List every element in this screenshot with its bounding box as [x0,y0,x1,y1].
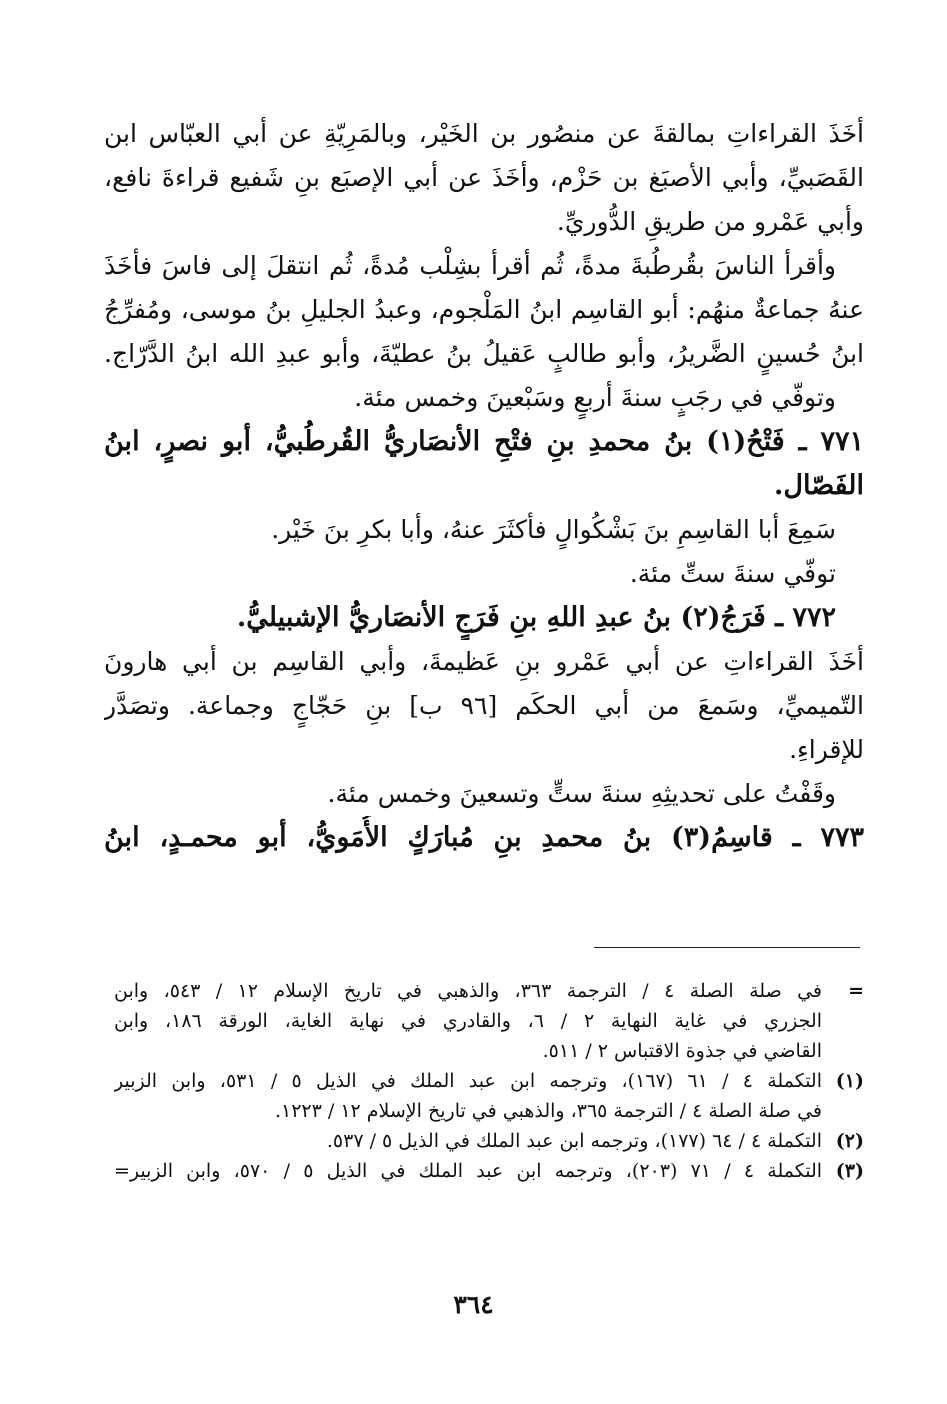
text-line: وقَفْتُ على تحديثِهِ سنةَ ستٍّ وتسعينَ وخمس مئة. [327,779,836,808]
footnote-marker: (٢) [835,1130,864,1152]
footnote-text: الجزري في غاية النهاية ٢ / ٦، والقادري في نهاية الغاية، الورقة ١٨٦، وابن [114,1010,822,1032]
footnote-line [114,1096,864,1126]
text-line: وتوفّي في رجَبٍ سنةَ أربعٍ وسَبْعينَ وخمس مئة. [354,383,836,412]
footnote-line [114,976,864,1006]
text-line: سَمِعَ أبا القاسِمِ بنَ بَشْكُوالٍ فأكثَرَ عنهُ، وأبا بكرِ بنَ خَيْر. [271,515,836,544]
footnote-line [114,1006,864,1036]
footnote-line [114,1126,864,1156]
text-line: وأبي عَمْرو من طريقِ الدُّوريِّ. [556,207,864,236]
footnote-marker [822,1036,864,1066]
footnote-line [114,1066,864,1096]
text-line: أخَذَ القراءاتِ بمالقةَ عن منصُور بن الخَيْر، وبالمَرِيّةِ عن أبي العبّاس ابن [104,119,864,148]
footnote-line [114,1036,864,1066]
footnote-marker: = [848,980,864,1002]
main-text-block [104,112,864,860]
entry-heading-772: ٧٧٢ ـ فَرَجُ(٢) بنُ عبدِ اللهِ بنِ فَرَجٍ الأنصَاريُّ الإشبيليُّ. [236,602,836,633]
footnote-marker [822,1096,864,1126]
text-line: عنهُ جماعةٌ منهُم: أبو القاسِم ابنُ المَلْجوم، وعبدُ الجليلِ بنُ موسى، ومُفرِّجُ [104,295,864,324]
footnote-text: التكملة ٤ / ٦١ (١٦٧)، وترجمه ابن عبد الملك في الذيل ٥ / ٥٣١، وابن الزبير [114,1070,822,1092]
text-line: وأقرأ الناسَ بقُرطُبةَ مدةً، ثُم أقرأ بشِلْب مُدةً، ثُم انتقلَ إلى فاسَ فأخَذَ [104,251,836,280]
entry-heading-773: ٧٧٣ ـ قاسِمُ(٣) بنُ محمدِ بنِ مُبارَكٍ الأُمَويُّ، أبو محمـدٍ، ابنُ [104,822,864,853]
footnote-marker [822,1006,864,1036]
text-line: توفّي سنةَ ستِّ مئة. [629,559,836,588]
footnote-text: التكملة ٤ / ٦٤ (١٧٧)، وترجمه ابن عبد الملك في الذيل ٥ / ٥٣٧. [326,1130,822,1152]
text-line: للإقراءِ. [789,735,864,764]
footnote-divider [594,947,860,948]
entry-heading-771: ٧٧١ ـ فَتْحُ(١) بنُ محمدِ بنِ فتْحِ الأنصَاريُّ القُرطُبيُّ، أبو نصرٍ، ابنُ [104,426,864,457]
text-line: القَصَبيِّ، وأبي الأصبَغ بن حَزْم، وأخَذَ عن أبي الإصبَع بنِ شَفيع قراءةَ نافع، [104,163,864,192]
footnote-text: القاضي في جذوة الاقتباس ٢ / ٥١١. [542,1040,822,1062]
footnote-text: في صلة الصلة ٤ / الترجمة ٣٦٣، والذهبي في تاريخ الإسلام ١٢ / ٥٤٣، وابن [114,980,822,1002]
footnote-text: التكملة ٤ / ٧١ (٢٠٣)، وترجمه ابن عبد الملك في الذيل ٥ / ٥٧٠، وابن الزبير= [114,1160,822,1182]
footnote-marker: (٣) [835,1160,864,1182]
footnote-marker: (١) [835,1070,864,1092]
footnote-text: في صلة الصلة ٤ / الترجمة ٣٦٥، والذهبي في تاريخ الإسلام ١٢ / ١٢٢٣. [274,1100,822,1122]
text-line: ابنُ حُسينٍ الضَّريرُ، وأبو طالبٍ عَقيلُ بنُ عطيّةَ، وأبو عبدِ الله ابنُ الدَّرّاج. [104,339,864,368]
entry-heading-771-continued: الفَصّال. [773,470,864,501]
text-line: أخَذَ القراءاتِ عن أبي عَمْرو بنِ عَظيمةَ، وأبي القاسِم بن أبي هارونَ [104,647,864,676]
text-line: التّميميِّ، وسَمعَ من أبي الحكَم [٩٦ ب] بنِ حَجّاجٍ وجماعة. وتصَدَّر [104,691,864,720]
footnote-line [114,1156,864,1186]
footnotes-block [114,976,864,1186]
page-number: ٣٦٤ [453,1290,494,1319]
